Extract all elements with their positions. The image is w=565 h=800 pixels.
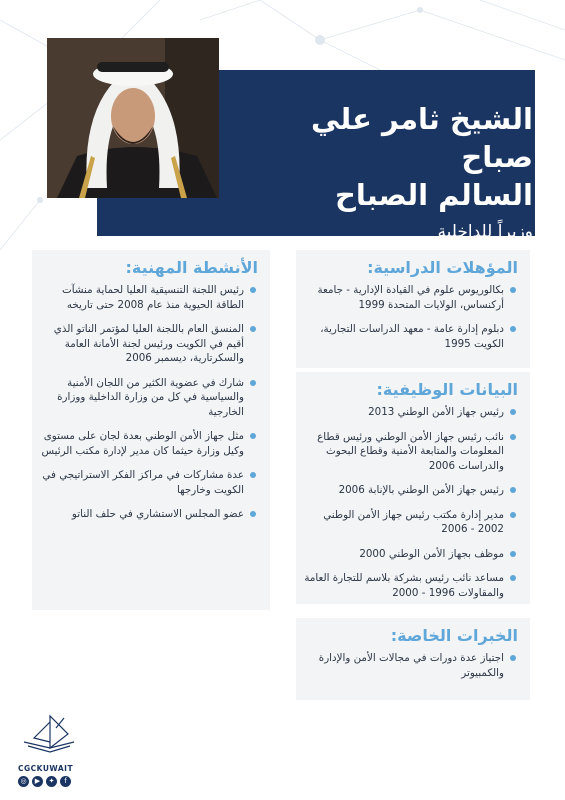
education-title: المؤهلات الدراسية: [367,258,518,277]
list-item: دبلوم إدارة عامة - معهد الدراسات التجارية، الكويت 1995 [304,322,516,351]
instagram-icon[interactable]: ◎ [18,776,29,787]
list-item: عضو المجلس الاستشاري في حلف الناتو [40,507,256,522]
twitter-icon[interactable]: ✦ [46,776,57,787]
logo-text: CGCKUWAIT [18,764,74,773]
portrait-photo [47,38,219,198]
bullet-icon [510,575,516,581]
bullet-icon [510,409,516,415]
list-item: مثل جهاز الأمن الوطني بعدة لجان على مستوى وكيل وزارة حيثما كان مدير لإدارة مكتب الرئيس [40,429,256,458]
education-panel [296,250,530,368]
bullet-icon [510,287,516,293]
bullet-icon [250,472,256,478]
list-item: رئيس اللجنة التنسيقية العليا لحماية منشآت الطاقة الحيوية منذ عام 2008 حتى تاريخه [40,283,256,312]
bullet-icon [250,511,256,517]
career-title: البيانات الوظيفية: [376,380,518,399]
list-item: موظف بجهاز الأمن الوطني 2000 [304,547,516,562]
youtube-icon[interactable]: ▶ [32,776,43,787]
special-experience-title: الخبرات الخاصة: [390,626,518,645]
bullet-icon [250,326,256,332]
list-item: اجتياز عدة دورات في مجالات الأمن والإدارة والكمبيوتر [304,651,516,680]
title-line-2: السالم الصباح [335,178,533,212]
professional-activities-panel [32,250,270,610]
bullet-icon [250,287,256,293]
professional-activities-title: الأنشطة المهنية: [125,258,258,277]
list-item: نائب رئيس جهاز الأمن الوطني ورئيس قطاع المعلومات والمتابعة الأمنية وقطاع البحوث والدراسات 2006 [304,430,516,474]
special-experience-panel [296,618,530,700]
bullet-icon [250,380,256,386]
subtitle: وزيراً للداخلية [437,222,533,242]
bullet-icon [250,433,256,439]
bullet-icon [510,512,516,518]
list-item: مدير إدارة مكتب رئيس جهاز الأمن الوطني 2002 - 2006 [304,508,516,537]
facebook-icon[interactable]: f [60,776,71,787]
list-item: عدة مشاركات في مراكز الفكر الاستراتيجي في الكويت وخارجها [40,468,256,497]
bullet-icon [510,655,516,661]
list-item: بكالوريوس علوم في القيادة الإدارية - جامعة أركنساس، الولايات المتحدة 1999 [304,283,516,312]
list-item: رئيس جهاز الأمن الوطني بالإنابة 2006 [304,483,516,498]
bullet-icon [510,326,516,332]
list-item: شارك في عضوية الكثير من اللجان الأمنية والسياسية في كل من وزارة الداخلية ووزارة الخارجية [40,376,256,420]
bullet-icon [510,551,516,557]
social-links [18,776,71,787]
header-title-block [233,100,533,242]
list-item: مساعد نائب رئيس بشركة بلاسم للتجارة العامة والمقاولات 1996 - 2000 [304,571,516,600]
title-line-1: الشيخ ثامر علي صباح [310,102,533,174]
list-item: المنسق العام باللجنة العليا لمؤتمر الناتو الذي أقيم في الكويت ورئيس لجنة الأمانة العامة والسكرتارية، ديسمبر 2006 [40,322,256,366]
bullet-icon [510,487,516,493]
list-item: رئيس جهاز الأمن الوطني 2013 [304,405,516,420]
career-panel [296,372,530,604]
bullet-icon [510,434,516,440]
cgc-logo-icon [20,712,78,762]
